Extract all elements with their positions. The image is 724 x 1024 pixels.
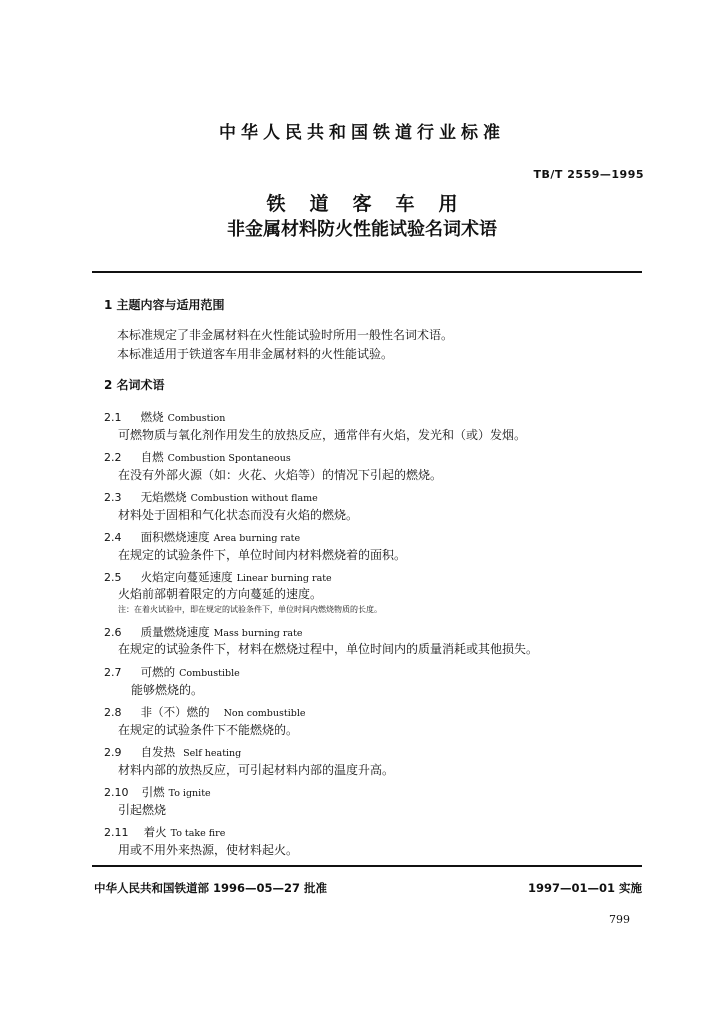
term-number: 2.3 xyxy=(104,491,122,504)
standard-code: TB/T 2559—1995 xyxy=(533,168,644,181)
title-word: 道 xyxy=(309,193,329,215)
term-definition: 材料内部的放热反应，可引起材料内部的温度升高。 xyxy=(118,763,395,777)
term-zh: 质量燃烧速度 xyxy=(140,625,210,639)
section-2-heading: 2 名词术语 xyxy=(104,378,165,392)
term-definition: 用或不用外来热源，使材料起火。 xyxy=(118,843,299,857)
term-zh: 可燃的 xyxy=(140,665,176,679)
term-en: Linear burning rate xyxy=(236,573,332,584)
term-definition: 在没有外部火源（如：火花、火焰等）的情况下引起的燃烧。 xyxy=(118,468,443,482)
term-en: To take fire xyxy=(170,828,226,839)
term-definition: 能够燃烧的。 xyxy=(131,683,204,697)
section-1-heading: 1 主题内容与适用范围 xyxy=(104,298,225,312)
term-definition: 在规定的试验条件下不能燃烧的。 xyxy=(118,723,299,737)
term-en: Combustion Spontaneous xyxy=(167,453,291,464)
term-heading xyxy=(104,781,211,800)
term-definition: 在规定的试验条件下，单位时间内材料燃烧着的面积。 xyxy=(118,548,407,562)
term-zh: 面积燃烧速度 xyxy=(140,530,210,544)
term-zh: 自发热 xyxy=(140,745,176,759)
term-heading xyxy=(104,701,306,720)
term-definition: 引起燃烧 xyxy=(118,803,167,817)
term-heading xyxy=(104,661,240,680)
implementation-date: 1997—01—01 实施 xyxy=(527,881,642,895)
title-word: 车 xyxy=(395,193,415,215)
term-heading xyxy=(104,821,225,840)
standard-org-heading: 中华人民共和国铁道行业标准 xyxy=(219,123,505,143)
term-en: Combustion without flame xyxy=(190,493,318,504)
term-number: 2.4 xyxy=(104,531,122,544)
term-en: Combustible xyxy=(179,668,240,679)
page-number: 799 xyxy=(609,913,630,926)
term-en: Area burning rate xyxy=(213,533,301,544)
term-number: 2.9 xyxy=(104,746,122,759)
term-en: Combustion xyxy=(167,413,226,424)
term-en: To ignite xyxy=(168,788,211,799)
term-zh: 自燃 xyxy=(140,450,164,464)
term-number: 2.1 xyxy=(104,411,122,424)
term-heading xyxy=(104,446,291,465)
term-zh: 引燃 xyxy=(141,785,165,799)
term-number: 2.6 xyxy=(104,626,122,639)
section-1-para-1: 本标准规定了非金属材料在火性能试验时所用一般性名词术语。 xyxy=(117,328,454,342)
title-word: 用 xyxy=(438,193,458,215)
term-en: Mass burning rate xyxy=(213,628,303,639)
title-word: 客 xyxy=(352,193,372,215)
note-text: 注：在着火试验中，即在规定的试验条件下，单位时间内燃烧物质的长度。 xyxy=(118,605,382,614)
approval-line: 中华人民共和国铁道部 1996—05—27 批准 xyxy=(94,881,328,895)
term-heading xyxy=(104,486,318,505)
term-zh: 着火 xyxy=(143,825,167,839)
term-zh: 火焰定向蔓延速度 xyxy=(140,570,233,584)
term-en: Non combustible xyxy=(223,708,306,719)
term-zh: 燃烧 xyxy=(140,410,164,424)
term-number: 2.5 xyxy=(104,571,122,584)
term-number: 2.2 xyxy=(104,451,122,464)
term-heading xyxy=(104,406,225,425)
term-zh: 非（不）燃的 xyxy=(140,705,210,719)
term-definition: 材料处于固相和气化状态而没有火焰的燃烧。 xyxy=(118,508,359,522)
term-zh: 无焰燃烧 xyxy=(140,490,187,504)
term-heading xyxy=(104,621,303,640)
term-heading xyxy=(104,566,332,585)
section-1-para-2: 本标准适用于铁道客车用非金属材料的火性能试验。 xyxy=(117,347,394,361)
term-number: 2.8 xyxy=(104,706,122,719)
term-definition: 在规定的试验条件下，材料在燃烧过程中，单位时间内的质量消耗或其他损失。 xyxy=(118,642,539,656)
top-rule xyxy=(92,271,642,273)
title-word: 铁 xyxy=(266,193,286,215)
term-definition: 可燃物质与氧化剂作用发生的放热反应，通常伴有火焰，发光和（或）发烟。 xyxy=(118,428,527,442)
doc-title-line2: 非金属材料防火性能试验名词术语 xyxy=(227,219,497,240)
term-number: 2.11 xyxy=(104,826,129,839)
term-heading xyxy=(104,526,300,545)
bottom-rule xyxy=(92,865,642,867)
term-heading xyxy=(104,741,241,760)
term-en: Self heating xyxy=(183,748,242,759)
term-definition: 火焰前部朝着限定的方向蔓延的速度。 xyxy=(118,587,323,601)
term-number: 2.10 xyxy=(104,786,129,799)
doc-title-line1 xyxy=(0,189,724,216)
term-number: 2.7 xyxy=(104,666,122,679)
